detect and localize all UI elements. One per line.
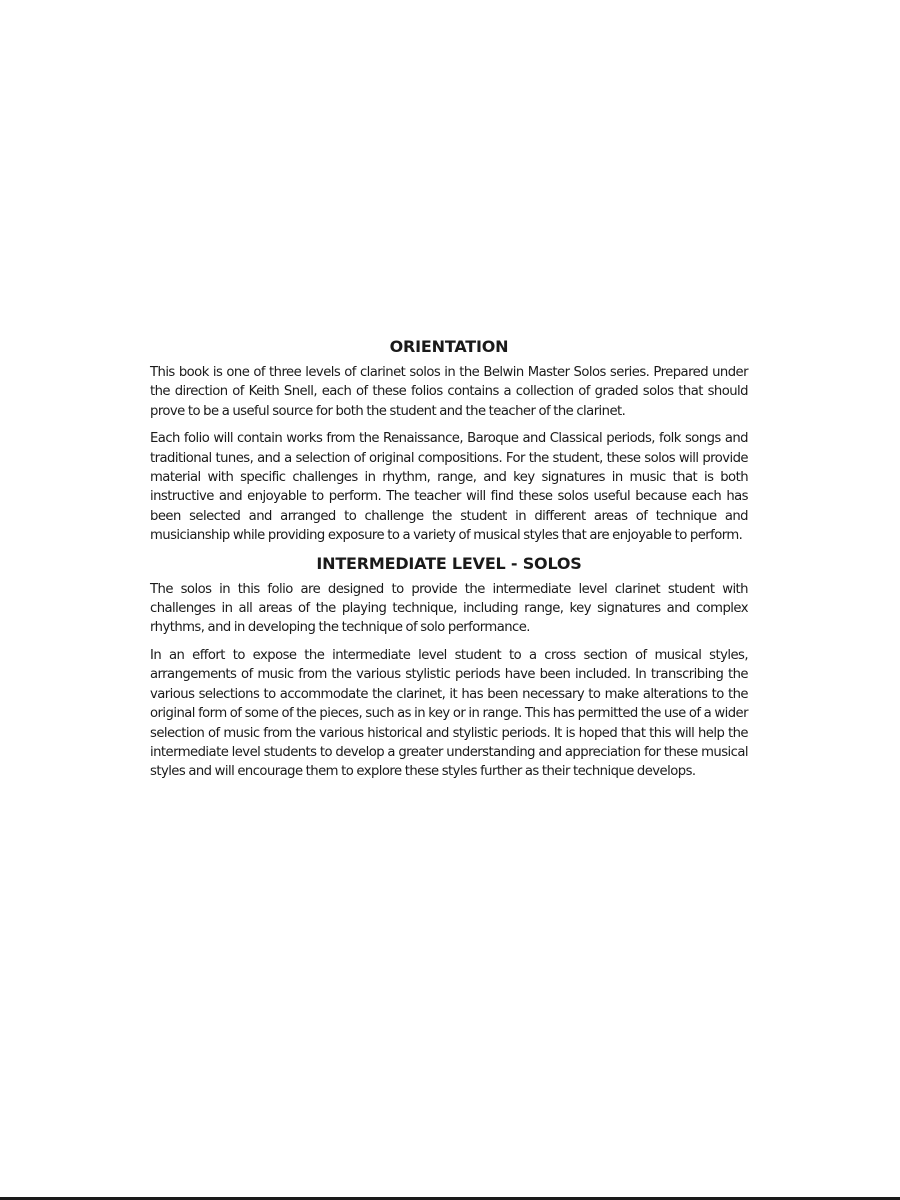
page-content: [150, 337, 748, 790]
orientation-paragraph-1: This book is one of three levels of clarinet solos in the Belwin Master Solos series. Prepared under the direction of Keith Snell, each of these folios contains a collection of graded solos that should prove to be a useful source for both the student and the teacher of the clarinet.: [150, 365, 748, 419]
orientation-heading: ORIENTATION: [389, 337, 509, 356]
intermediate-level-heading: INTERMEDIATE LEVEL - SOLOS: [316, 553, 582, 573]
intermediate-paragraph-2: In an effort to expose the intermediate level student to a cross section of musical styles, arrangements of music from the various stylistic periods have been included. In transcribing the various selections to accommodate the clarinet, it has been necessary to make alterations to the original form of some of the pieces, such as in key or in range. This has permitted the use of a wider selection of music from the various historical and stylistic periods. It is hoped that this will help the intermediate level students to develop a greater understanding and appreciation for these musical styles and will encourage them to explore these styles further as their technique develops.: [150, 647, 748, 780]
intermediate-paragraph-1: The solos in this folio are designed to provide the intermediate level clarinet student with challenges in all areas of the playing technique, including range, key signatures and complex rhythms, and in developing the technique of solo performance.: [150, 581, 748, 636]
orientation-paragraph-2: Each folio will contain works from the Renaissance, Baroque and Classical periods, folk songs and traditional tunes, and a selection of original compositions. For the student, these solos will provide material with specific challenges in rhythm, range, and key signatures in music that is both instructive and enjoyable to perform. The teacher will find these solos useful because each has been selected and arranged to challenge the student in different areas of technique and musicianship while providing exposure to a variety of musical styles that are enjoyable to perform.: [150, 431, 748, 544]
